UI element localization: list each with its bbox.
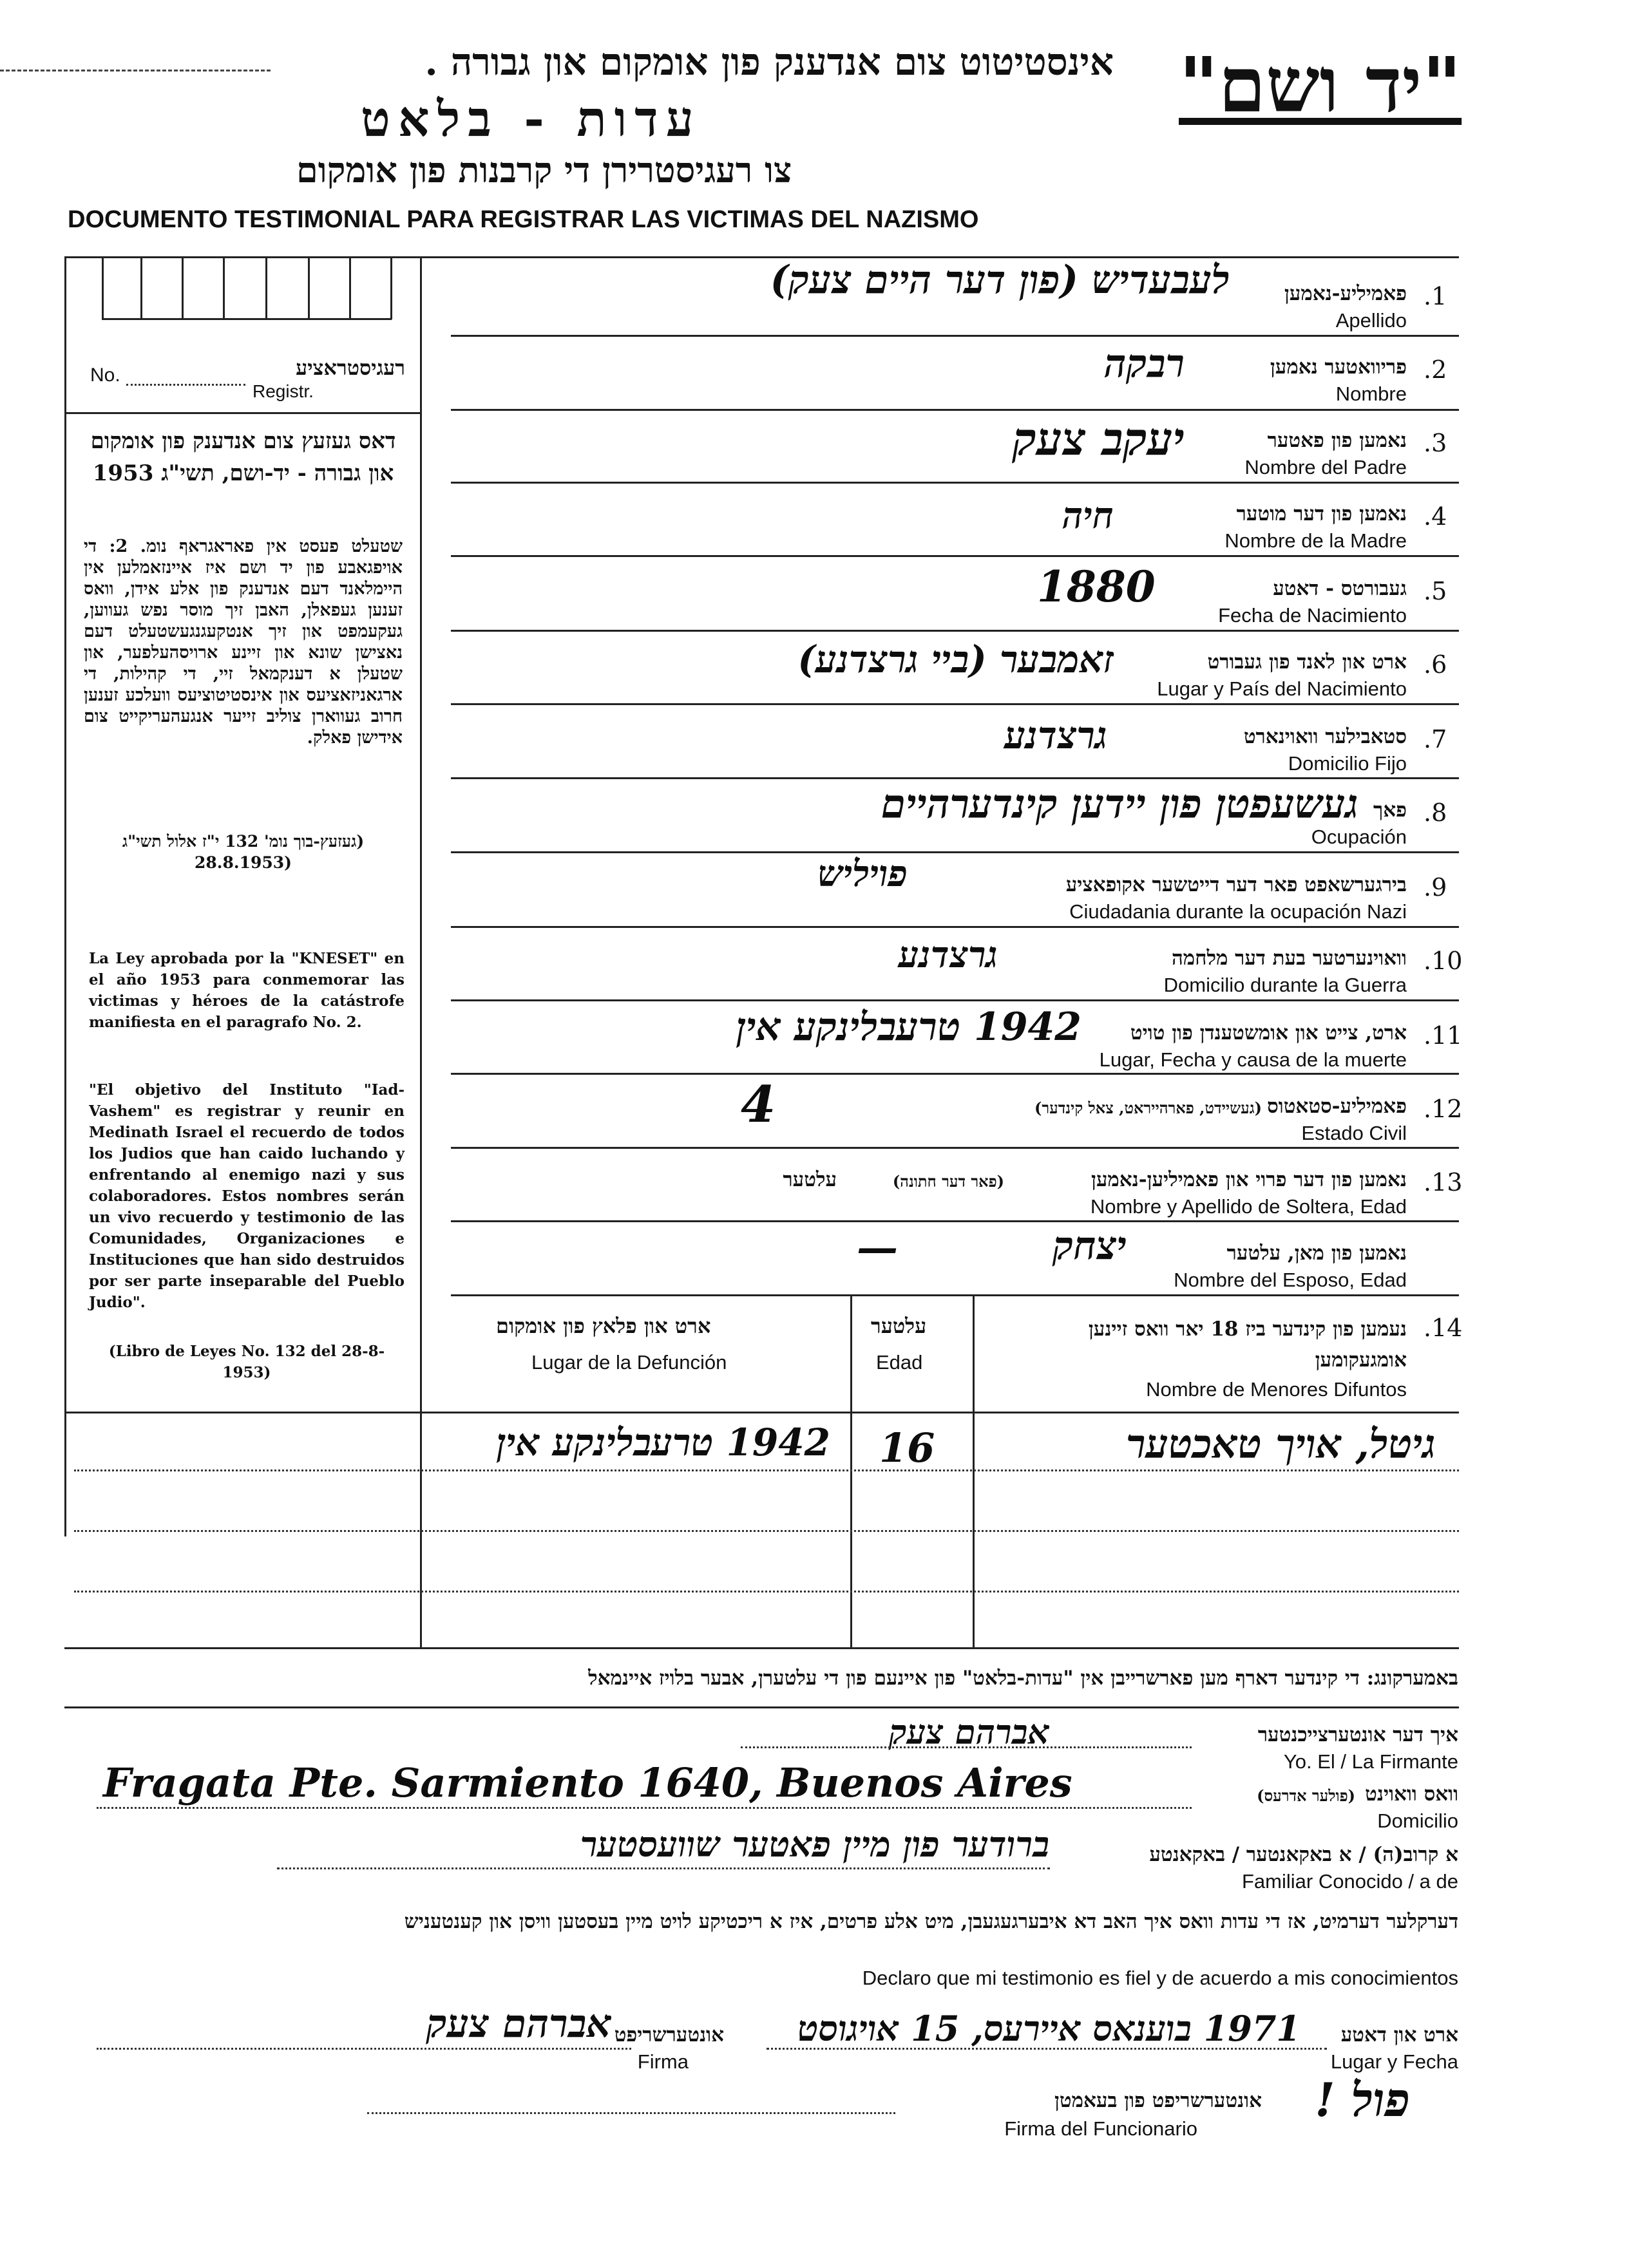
field-value[interactable]: 4 [741, 1075, 776, 1134]
subtitle-hebrew: צו רעגיסטרירן די קרבנות פון אומקום [296, 149, 792, 191]
field-number: .8 [1424, 799, 1447, 827]
law-spanish-reference: (Libro de Leyes No. 132 del 28-8-1953) [108, 1343, 385, 1381]
field-number: .11 [1424, 1021, 1463, 1050]
field-value[interactable]: 1942 טרעבלינקע אין [736, 1005, 1081, 1050]
field-label-spanish: Fecha de Nacimiento [1218, 604, 1407, 627]
law-hebrew-heading: דאס געזעץ צום אנדענק פון אומקום און גבורה - יד-ושם, תשי"ג 1953 [90, 428, 396, 486]
minors-col-age-spanish: Edad [876, 1351, 923, 1374]
address-label-hebrew: וואס וואוינט [1365, 1782, 1458, 1806]
minors-col-divider [973, 1294, 975, 1649]
field-number: .12 [1424, 1095, 1463, 1123]
signature[interactable]: אברהם צעק [426, 2001, 611, 2046]
minors-bottom [64, 1647, 1459, 1649]
registration-label-spanish: Registr. [252, 381, 314, 401]
registration-label-hebrew: רעגיסטראציע [296, 355, 405, 380]
field-label-spanish: Estado Civil [1301, 1122, 1407, 1144]
minors-col-name-hebrew: נעמען פון קינדער ביז 18 יאר וואס זיינען אומגעקומען [1088, 1318, 1407, 1372]
field-label-spanish: Ocupación [1311, 826, 1407, 848]
field-value[interactable]: 1880 [1037, 562, 1156, 612]
field-value[interactable]: יצחק [1053, 1224, 1127, 1269]
institute-line: אינסטיטוט צום אנדענק פון אומקום און גבורה . [424, 40, 1114, 84]
field-value[interactable]: רבקה [1103, 341, 1185, 386]
minors-col-name-spanish: Nombre de Menores Difuntos [1146, 1378, 1407, 1401]
minors-col-age-hebrew: עלטער [871, 1314, 927, 1338]
header-dash-line [0, 70, 271, 71]
field-label-hebrew: וואוינערטער בעת דער מלחמה [1171, 947, 1407, 970]
field-value-age[interactable]: — [857, 1224, 898, 1272]
field-value[interactable]: זאמבער (ביי גרצדנע) [797, 638, 1114, 681]
field-label-age: עלטער [783, 1168, 837, 1191]
field-label-note: (פאר דער חתונה) [892, 1172, 1004, 1191]
form-title: עדות - בלאט [361, 90, 701, 147]
children-note: באמערקונג: די קינדער דארף מען פארשרייבן אין "עדות-בלאט" פון איינעם פון די עלטערן, אבער בלויז איינמאל [588, 1667, 1458, 1690]
field-label-hebrew: ארט, צייט און אומשטענדן פון טויט [1130, 1021, 1407, 1044]
law-spanish-intro: La Ley aprobada por la "KNESET" en el año 1953 para conmemorar las victimas y héroes de la catástrofe manifiesta en el paragrafo No. 2. [89, 950, 405, 1031]
field-number: .9 [1424, 873, 1447, 902]
official-signature[interactable]: פול ! [1315, 2072, 1410, 2127]
field-label-spanish: Apellido [1335, 309, 1407, 332]
yad-vashem-logo: "יד ושם" [1179, 40, 1462, 129]
field-label-spanish: Domicilio durante la Guerra [1163, 974, 1407, 996]
minor-age[interactable]: 16 [879, 1424, 935, 1471]
field-label-hebrew: ארט און לאנד פון געבורט [1207, 650, 1407, 674]
field-number: .4 [1424, 502, 1447, 531]
field-label-hebrew: בירגערשאפט פאר דער דייטשער אקופאציע [1065, 873, 1407, 896]
field-label-spanish: Domicilio Fijo [1288, 752, 1407, 775]
registration-no-field[interactable] [126, 384, 245, 386]
field-label-spanish: Nombre del Esposo, Edad [1174, 1269, 1407, 1291]
field-value[interactable]: יעקב צעק [1012, 412, 1185, 466]
field-number: .7 [1424, 725, 1447, 753]
minor-place[interactable]: 1942 טרעבלינקע אין [496, 1421, 830, 1464]
signature-label-hebrew: אונטערשריפט [614, 2023, 724, 2046]
field-value[interactable]: גרצדנע [1004, 713, 1107, 757]
place-date-value[interactable]: 1971 בוענאס איירעס, 15 אויגוסט [797, 2008, 1300, 2049]
field-number: .2 [1424, 355, 1447, 384]
field-value[interactable]: חיה [1062, 495, 1114, 537]
registration-no-label: No. [90, 364, 120, 386]
field-number: .13 [1424, 1168, 1463, 1196]
field-label-spanish: Nombre de la Madre [1224, 529, 1407, 552]
signature-label-spanish: Firma [637, 2050, 689, 2073]
minors-number: .14 [1424, 1314, 1463, 1342]
field-number: .5 [1424, 577, 1447, 605]
address-label-spanish: Domicilio [1377, 1810, 1458, 1832]
field-label-hebrew: פאמיליע-סטאטוס [1267, 1095, 1407, 1118]
field-label-note: (געשיידט, פארהייראט, צאל קינדער) [1034, 1099, 1262, 1117]
sidebar-right-border [420, 256, 422, 1649]
field-value[interactable]: לעבעדיש (פון דער היים צעק) [770, 258, 1230, 303]
field-label-spanish: Nombre y Apellido de Soltera, Edad [1090, 1195, 1407, 1218]
minors-col-place-hebrew: ארט און פלאץ פון אומקום [496, 1314, 711, 1338]
place-date-label-spanish: Lugar y Fecha [1330, 2050, 1458, 2073]
relation-label-spanish: Familiar Conocido / a de [1242, 1870, 1458, 1893]
relation-value[interactable]: ברודער פון מיין פאטער שוועסטער [580, 1824, 1049, 1865]
field-label-hebrew: געבורטס - דאטע [1273, 577, 1407, 600]
law-spanish-objective: "El objetivo del Instituto "Iad-Vashem" es registrar y reunir en Medinath Israel el recuerdo de todos los Judios que han caido luchando y enfrentando al enemigo nazi y sus colaboradores. Estos nombres serán un vivo recuerdo y testimonio de las Comunidades, Organizaciones e Instituciones que han sido destruidos por ser parte inseparable del Pueblo Judio". [89, 1081, 405, 1311]
field-number: .6 [1424, 650, 1447, 679]
address-note: (פולער אדרעס) [1257, 1786, 1355, 1805]
minors-col-divider [850, 1294, 852, 1649]
field-label-spanish: Ciudadania durante la ocupación Nazi [1069, 900, 1407, 923]
field-label-hebrew: פריוואטער נאמען [1270, 355, 1407, 379]
minors-header-bottom [64, 1412, 1459, 1413]
signer-label-spanish: Yo. El / La Firmante [1283, 1750, 1458, 1773]
official-label-hebrew: אונטערשריפט פון בעאמטן [1054, 2089, 1262, 2112]
registration-boxes [90, 256, 403, 321]
minor-name[interactable]: גיטל, אויך טאכטער [1126, 1421, 1436, 1468]
field-label-hebrew: נאמען פון דער פרוי און פאמיליען-נאמען [1091, 1168, 1407, 1191]
field-number: .10 [1424, 947, 1463, 975]
field-label-hebrew: פאך [1373, 799, 1407, 822]
field-label-spanish: Lugar, Fecha y causa de la muerte [1099, 1048, 1407, 1071]
field-value[interactable]: געשעפטן פון יידען קינדערהיים [881, 780, 1358, 827]
field-label-spanish: Lugar y País del Nacimiento [1157, 677, 1407, 700]
field-value[interactable]: פויליש [817, 853, 908, 895]
declaration-spanish: Declaro que mi testimonio es fiel y de acuerdo a mis conocimientos [862, 1967, 1458, 1989]
address-value[interactable]: Fragata Pte. Sarmiento 1640, Buenos Aires [103, 1759, 1072, 1806]
field-number: .3 [1424, 429, 1447, 457]
field-label-spanish: Nombre del Padre [1244, 456, 1407, 478]
place-date-label-hebrew: ארט און דאטע [1340, 2023, 1458, 2046]
official-label-spanish: Firma del Funcionario [1004, 2117, 1197, 2140]
note-divider [64, 1706, 1459, 1708]
field-value[interactable]: גרצדנע [898, 934, 998, 976]
sidebar-left-border [64, 256, 66, 1536]
registration-divider [64, 412, 421, 414]
field-number: .1 [1424, 282, 1447, 310]
field-label-spanish: Nombre [1335, 383, 1407, 405]
subtitle-spanish: DOCUMENTO TESTIMONIAL PARA REGISTRAR LAS VICTIMAS DEL NAZISMO [68, 206, 979, 233]
signer-name[interactable]: אברהם צעק [889, 1713, 1049, 1752]
law-hebrew-body: שטעלט פעסט אין פאראגראף נומ. 2: די אויפגאבע פון יד ושם איז איינזאמלען אין היימלאנד דעם אנדענק פון אלע אידן, וואס זענען געפאלן, האבן זיך מוסר נפש געווען, געקעמפט און זיך אנטקעגנגעשטעלט דעם נאצישן שונא און זיינע ארויסהעלפער, און שטעלן א דענקמאל זיי, די קהילות, די ארגאניזאציעס און אינסטיטוציעס וועלכע זענען חרוב געווארן צוליב זייער אנגעהעריקייט צום אידישן פאלק. [84, 536, 403, 748]
signer-label-hebrew: איך דער אונטערצייכנטער [1257, 1723, 1458, 1746]
relation-label-hebrew: א קרוב(ה) / א באקאנטער / באקאנטע [1149, 1843, 1458, 1866]
field-label-hebrew: סטאבילער וואוינארט [1243, 725, 1407, 748]
field-label-hebrew: נאמען פון פאטער [1267, 429, 1407, 452]
field-label-hebrew: נאמען פון דער מוטער [1236, 502, 1407, 525]
law-hebrew-reference: (געזעץ-בוך נומ' 132 י"ז אלול תשי"ג (28.8.1953 [122, 832, 365, 872]
declaration-hebrew: דערקלער דערמיט, אז די עדות וואס איך האב דא איבערגעגעבן, מיט אלע פרטים, איז א ריכטיקע לויט מיין בעסטען וויסן און קענטעניש [404, 1910, 1458, 1933]
field-label-hebrew: נאמען פון מאן, עלטער [1226, 1242, 1407, 1265]
field-label-hebrew: פאמיליע-נאמען [1284, 282, 1407, 305]
minors-col-place-spanish: Lugar de la Defunción [531, 1351, 727, 1374]
